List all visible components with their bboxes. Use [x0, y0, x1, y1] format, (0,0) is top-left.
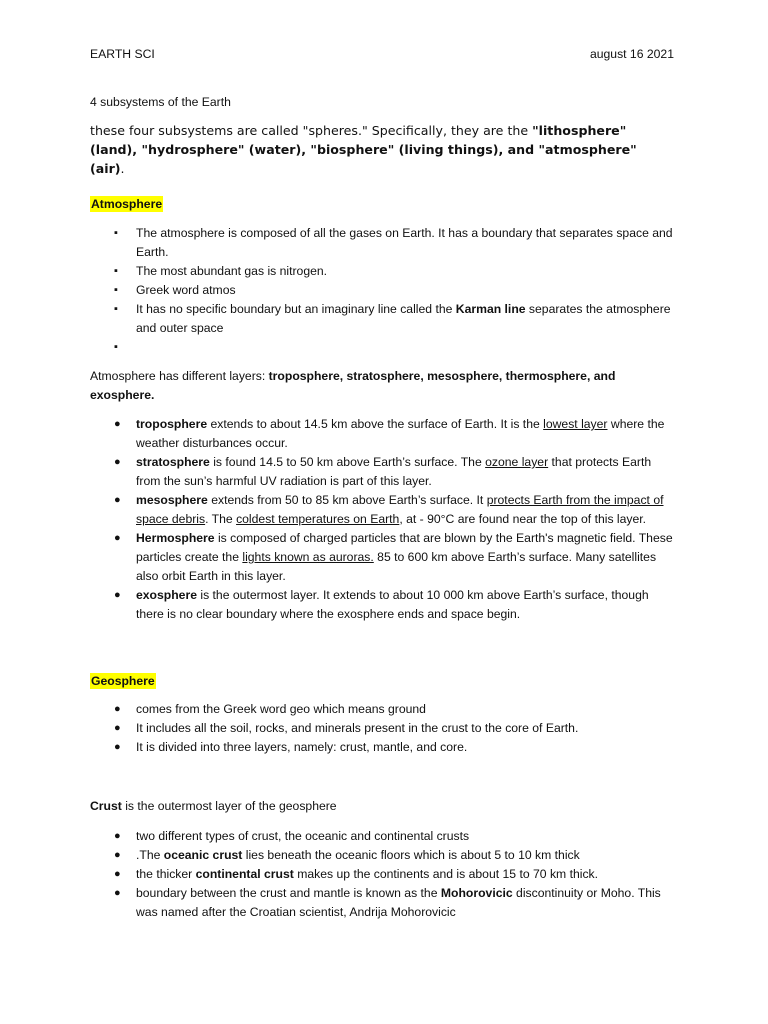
list-item: ● mesosphere extends from 50 to 85 km above Earth’s surface. It protects Earth from the impact of space debris. The coldest temperatures on Earth, at - 90°C are found near the top of this layer. — [114, 493, 664, 526]
list-item: ● comes from the Greek word geo which means ground — [114, 702, 426, 716]
list-item: ● two different types of crust, the oceanic and continental crusts — [114, 829, 470, 843]
atmosphere-bullet-list — [90, 224, 675, 357]
crust-bullet-list — [90, 827, 675, 922]
list-item: ● the thicker continental crust makes up the continents and is about 15 to 70 km thick. — [114, 867, 599, 881]
list-item: ▪ Greek word atmos — [114, 283, 236, 297]
list-item: ▪ It has no specific boundary but an imaginary line called the Karman line separates the atmosphere and outer space — [114, 302, 671, 335]
list-item: ● It is divided into three layers, namely: crust, mantle, and core. — [114, 740, 468, 754]
layers-bullet-list — [90, 415, 675, 624]
list-item: ● troposphere extends to about 14.5 km above the surface of Earth. It is the lowest layer where the weather disturbances occur. — [114, 417, 665, 450]
empty-list-item: ▪ — [114, 341, 118, 353]
atmosphere-heading: Atmosphere — [91, 197, 163, 211]
geosphere-bullet-list — [90, 700, 675, 757]
geosphere-heading: Geosphere — [91, 674, 155, 688]
page-header — [90, 45, 674, 65]
list-item: ▪ The most abundant gas is nitrogen. — [114, 264, 328, 278]
list-item: ● exosphere is the outermost layer. It extends to about 10 000 km above Earth’s surface, though there is no clear boundary where the exosphere ends and space begin. — [114, 588, 649, 621]
list-item: ● It includes all the soil, rocks, and minerals present in the crust to the core of Earth. — [114, 721, 579, 735]
crust-intro: Crust is the outermost layer of the geosphere — [90, 799, 337, 813]
atmosphere-layers-paragraph: Atmosphere has different layers: troposphere, stratosphere, mesosphere, thermosphere, and exosphere. — [90, 369, 616, 402]
intro-paragraph: these four subsystems are called "spheres." Specifically, they are the "lithosphere" (land), "hydrosphere" (water), "biosphere" (living things), and "atmosphere" (air). — [90, 123, 637, 176]
list-item: ● Hermosphere is composed of charged particles that are blown by the Earth's magnetic field. These particles create the lights known as auroras. 85 to 600 km above Earth’s surface. Many satellites also orbit Earth in this layer. — [114, 531, 673, 583]
list-item: ● .The oceanic crust lies beneath the oceanic floors which is about 5 to 10 km thick — [114, 848, 580, 862]
document-subtitle: 4 subsystems of the Earth — [90, 95, 231, 109]
list-item: ▪ The atmosphere is composed of all the gases on Earth. It has a boundary that separates space and Earth. — [114, 226, 673, 259]
course-label: EARTH SCI — [90, 47, 155, 61]
list-item: ● boundary between the crust and mantle is known as the Mohorovicic discontinuity or Moho. This was named after the Croatian scientist, Andrija Mohorovicic — [114, 886, 661, 919]
list-item: ● stratosphere is found 14.5 to 50 km above Earth’s surface. The ozone layer that protects Earth from the sun’s harmful UV radiation is part of this layer. — [114, 455, 652, 488]
date-label: august 16 2021 — [589, 47, 674, 61]
